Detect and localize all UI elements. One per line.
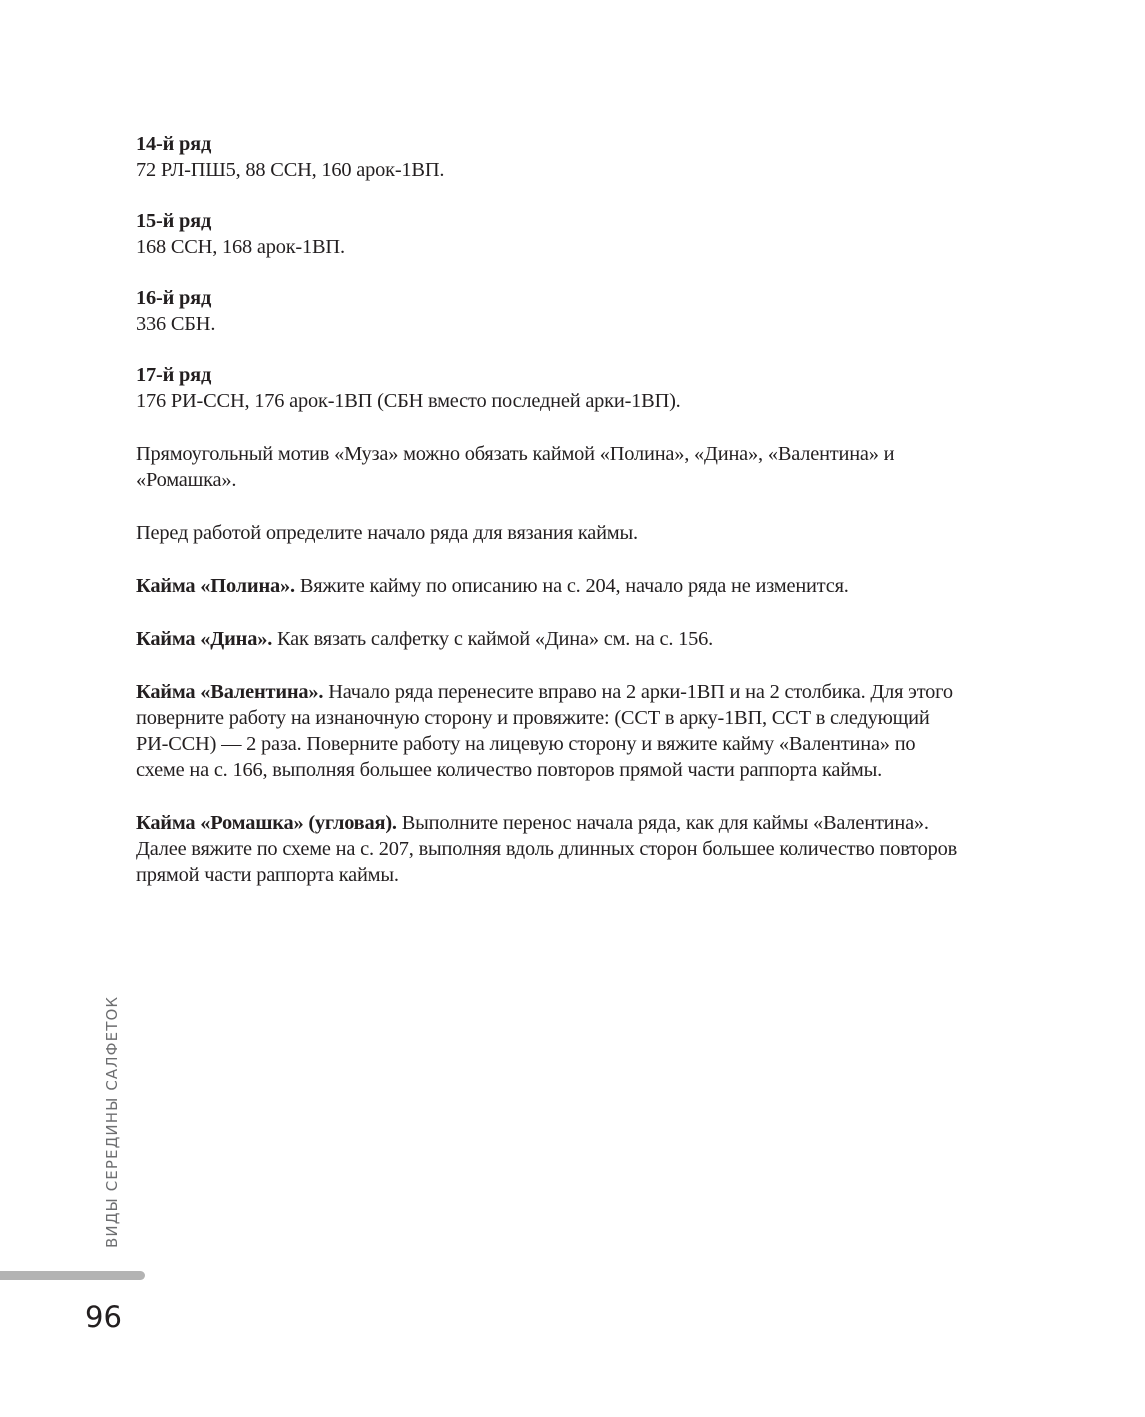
prep-paragraph: Перед работой определите начало ряда для вязания каймы.	[136, 522, 638, 544]
row-title: 15-й ряд	[136, 210, 212, 232]
intro-paragraph: Прямоугольный мотив «Муза» можно обязать каймой «Полина», «Дина», «Валентина» и «Ромашка».	[136, 443, 895, 491]
valentina-paragraph	[136, 679, 966, 783]
polina-text: Вяжите кайму по описанию на с. 204, начало ряда не изменится.	[299, 575, 849, 597]
section-side-label: ВИДЫ СЕРЕДИНЫ САЛФЕТОК	[103, 995, 121, 1248]
valentina-text: Начало ряда перенесите вправо на 2 арки-1ВП и на 2 столбика. Для этого поверните работу на изнаночную сторону и провяжите: (ССТ в арку-1ВП, ССТ в следующий РИ-ССН) — 2 раза. Поверните работу на лицевую сторону и вяжите кайму «Валентина» по схеме на с. 166, выполняя большее количество повторов прямой части раппорта каймы.	[136, 681, 953, 781]
polina-paragraph	[136, 573, 966, 599]
romashka-lead: Кайма «Ромашка» (угловая).	[136, 812, 397, 834]
row-text: 176 РИ-ССН, 176 арок-1ВП (СБН вместо последней арки-1ВП).	[136, 390, 681, 412]
page-content	[136, 131, 966, 915]
romashka-text: Выполните перенос начала ряда, как для каймы «Валентина». Далее вяжите по схеме на с. 207, выполняя вдоль длинных сторон большее количество повторов прямой части раппорта каймы.	[136, 812, 958, 886]
row-15	[136, 208, 966, 260]
row-text: 336 СБН.	[136, 313, 216, 335]
row-14	[136, 131, 966, 183]
dina-paragraph	[136, 626, 966, 652]
row-title: 17-й ряд	[136, 364, 212, 386]
dina-lead: Кайма «Дина».	[136, 628, 273, 650]
dina-text: Как вязать салфетку с каймой «Дина» см. на с. 156.	[277, 628, 714, 650]
row-text: 168 ССН, 168 арок-1ВП.	[136, 236, 345, 258]
row-17	[136, 362, 966, 414]
valentina-lead: Кайма «Валентина».	[136, 681, 324, 703]
row-title: 14-й ряд	[136, 133, 212, 155]
row-16	[136, 285, 966, 337]
polina-lead: Кайма «Полина».	[136, 575, 295, 597]
page-number: 96	[85, 1300, 122, 1334]
row-title: 16-й ряд	[136, 287, 212, 309]
page-accent-bar	[0, 1271, 145, 1280]
romashka-paragraph	[136, 810, 966, 888]
row-text: 72 РЛ-ПШ5, 88 ССН, 160 арок-1ВП.	[136, 159, 445, 181]
